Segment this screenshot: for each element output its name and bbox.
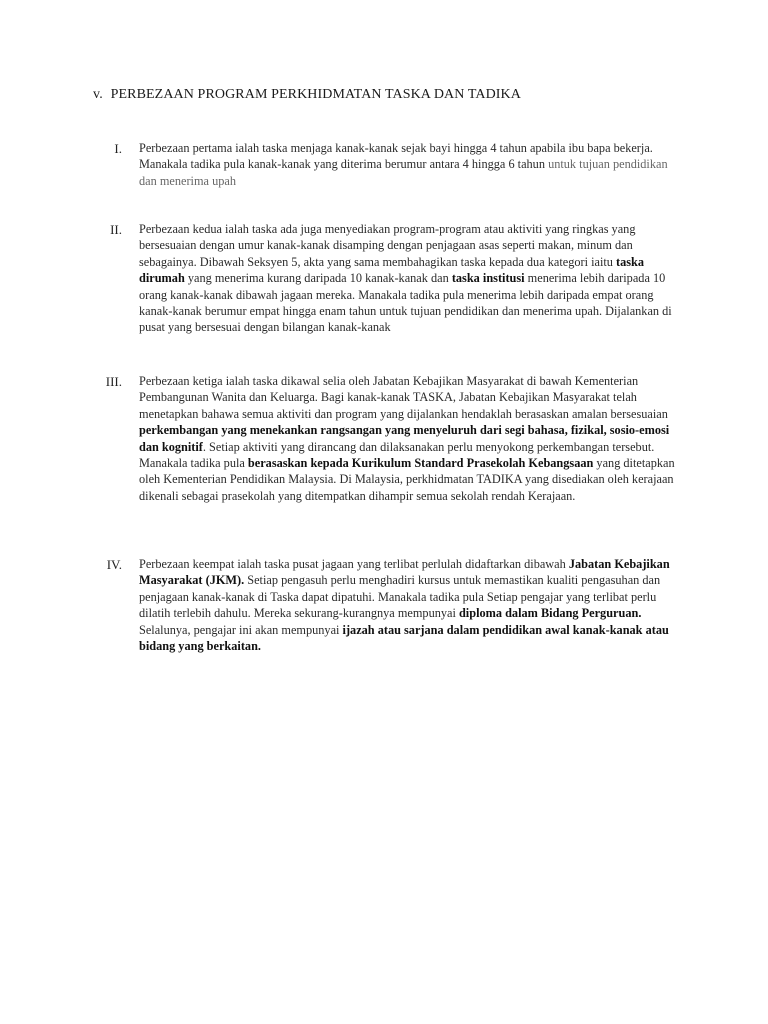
paragraph-segment: Selalunya, pengajar ini akan mempunyai (139, 622, 343, 637)
paragraph-bold-segment: ijazah atau sarjana dalam pendidikan awal kanak-kanak atau bidang yang berkaitan. (139, 622, 669, 654)
paragraph-segment: menerima lebih daripada 10 orang kanak-kanak dibawah jagaan mereka. Manakala tadika pula menerima lebih daripada empat orang kanak-kanak berumur empat hingga enam tahun untuk tujuan pendidikan dan menerima upah. Dijalankan di pusat yang bersesuai dengan bilangan kanak-kanak (139, 271, 672, 335)
list-item-number: III. (105, 374, 122, 389)
list-item-number: IV. (106, 557, 122, 572)
paragraph-segment: yang ditetapkan oleh Kementerian Pendidikan Malaysia. Di Malaysia, perkhidmatan TADIKA yang disediakan oleh kerajaan dikenali sebagai prasekolah yang ditempatkan dihampir semua sekolah rendah Kerajaan. (139, 456, 675, 503)
section-heading (93, 87, 521, 103)
paragraph-segment: Perbezaan keempat ialah taska pusat jagaan yang terlibat perlulah didaftarkan dibawah (139, 557, 569, 571)
list-item-paragraph (139, 221, 677, 336)
paragraph-segment: Setiap pengasuh perlu menghadiri kursus untuk memastikan kualiti pengasuhan dan penjagaan kanak-kanak di Taska dapat dipatuhi. Manakala tadika pula Setiap pengajar yang terlibat perlu dilatih terlebih dahulu. Mereka sekurang-kurangnya mempunyai (139, 573, 661, 621)
paragraph-segment: Perbezaan kedua ialah taska ada juga menyediakan program-program atau aktiviti yang ringkas yang bersesuaian dengan umur kanak-kanak disamping dengan penjagaan asas seperti makan, minum dan sebagainya. Dibawah Seksyen 5, akta yang sama membahagikan taska kepada dua kategori iaitu (139, 222, 636, 269)
paragraph-segment: Perbezaan pertama ialah taska menjaga kanak-kanak sejak bayi hingga 4 tahun apabila ibu bapa bekerja. Manakala tadika pula kanak-kanak yang diterima berumur antara 4 hingga 6 tahun (139, 141, 653, 172)
list-item-paragraph (139, 556, 677, 654)
paragraph-segment: Perbezaan ketiga ialah taska dikawal selia oleh Jabatan Kebajikan Masyarakat di bawah Kementerian Pembangunan Wanita dan Keluarga. Bagi kanak-kanak TASKA, Jabatan Kebajikan Masyarakat telah menetapkan bahawa semua aktiviti dan program yang dijalankan hendaklah berasaskan amalan bersesuaian (139, 374, 668, 421)
section-number: v. (93, 87, 103, 102)
paragraph-bold-segment: berasaskan kepada Kurikulum Standard Prasekolah Kebangsaan (247, 456, 594, 471)
paragraph-bold-segment: Jabatan Kebajikan Masyarakat (JKM). (139, 557, 670, 588)
list-item-paragraph (139, 140, 677, 189)
paragraph-bold-segment: taska dirumah (139, 254, 645, 286)
paragraph-bold-segment: taska institusi (451, 271, 525, 286)
list-item-number: II. (110, 222, 122, 237)
list-item-paragraph (139, 373, 677, 504)
paragraph-segment: . Setiap aktiviti yang dirancang dan dilaksanakan perlu menyokong perkembangan tersebut. Manakala tadika pula (139, 439, 655, 471)
paragraph-segment: untuk tujuan pendidikan dan menerima upah (139, 157, 668, 188)
list-item-number: I. (114, 141, 122, 156)
paragraph-bold-segment: perkembangan yang menekankan rangsangan yang menyeluruh dari segi bahasa, fizikal, sosio-emosi dan kognitif (139, 423, 670, 454)
section-title: PERBEZAAN PROGRAM PERKHIDMATAN TASKA DAN TADIKA (110, 87, 521, 102)
paragraph-bold-segment: diploma dalam Bidang Perguruan. (458, 606, 642, 621)
paragraph-segment: yang menerima kurang daripada 10 kanak-kanak dan (184, 271, 452, 286)
